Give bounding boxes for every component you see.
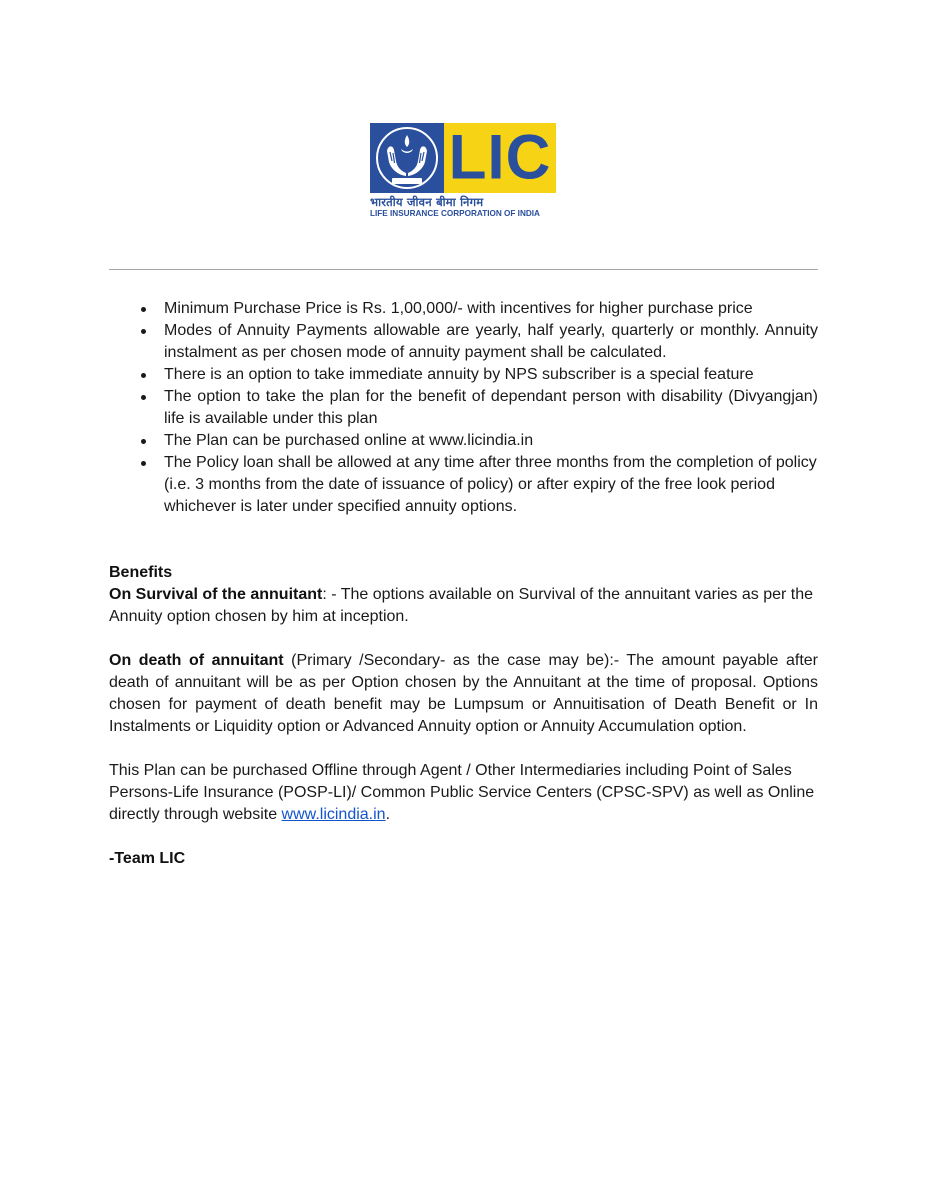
list-item: The Policy loan shall be allowed at any time after three months from the completion of policy (i.e. 3 months from the date of issuance of policy) or after expiry of the free look period whichever is later under specified annuity options. — [109, 452, 818, 518]
death-label: On death of annuitant — [109, 652, 284, 669]
bullet-icon — [141, 329, 146, 334]
death-paragraph — [109, 650, 818, 738]
header-divider — [109, 269, 818, 270]
hands-lamp-icon — [370, 123, 444, 193]
lic-emblem — [370, 123, 444, 193]
list-item: The Plan can be purchased online at www.licindia.in — [109, 430, 818, 452]
lic-logo — [370, 123, 560, 223]
document-body — [109, 298, 818, 870]
death-text: (Primary /Secondary- as the case may be):- The amount payable after death of annuitant will be as per Option chosen by the Annuitant at the time of proposal. Options chosen for payment of death benefit may be Lumpsum or Annuitisation of Death Benefit or In Instalments or Liquidity option or Advanced Annuity option or Annuity Accumulation option. — [109, 652, 819, 735]
feature-list — [109, 298, 818, 518]
survival-paragraph — [109, 584, 818, 628]
benefits-section — [109, 562, 818, 870]
survival-text: : - The options available on Survival of the annuitant varies as per the Annuity option chosen by him at inception. — [109, 586, 814, 625]
licindia-link[interactable]: www.licindia.in — [281, 806, 386, 823]
survival-label: On Survival of the annuitant — [109, 586, 323, 603]
list-item: Modes of Annuity Payments allowable are yearly, half yearly, quarterly or monthly. Annuity instalment as per chosen mode of annuity payment shall be calculated. — [109, 320, 818, 364]
purchase-text: This Plan can be purchased Offline through Agent / Other Intermediaries including Point of Sales Persons-Life Insurance (POSP-LI)/ Common Public Service Centers (CPSC-SPV) as well as Online directly through website — [109, 762, 815, 823]
lic-english-name: LIFE INSURANCE CORPORATION OF INDIA — [370, 209, 540, 218]
lic-hindi-name: भारतीय जीवन बीमा निगम — [370, 195, 484, 209]
bullet-icon — [141, 373, 146, 378]
bullet-icon — [141, 395, 146, 400]
lic-wordmark-box — [444, 123, 556, 193]
lic-wordmark: LIC — [448, 122, 552, 193]
signoff: -Team LIC — [109, 850, 186, 867]
purchase-paragraph: This Plan can be purchased Offline through Agent / Other Intermediaries including Point of Sales Persons-Life Insurance (POSP-LI)/ Common Public Service Centers (CPSC-SPV) as well as Online directly through website www.licindia.in. — [109, 762, 815, 823]
list-item: Minimum Purchase Price is Rs. 1,00,000/- with incentives for higher purchase price — [109, 298, 818, 320]
bullet-icon — [141, 307, 146, 312]
list-item: The option to take the plan for the benefit of dependant person with disability (Divyangjan) life is available under this plan — [109, 386, 818, 430]
bullet-icon — [141, 461, 146, 466]
bullet-icon — [141, 439, 146, 444]
benefits-heading: Benefits — [109, 564, 173, 581]
list-item: There is an option to take immediate annuity by NPS subscriber is a special feature — [109, 364, 818, 386]
